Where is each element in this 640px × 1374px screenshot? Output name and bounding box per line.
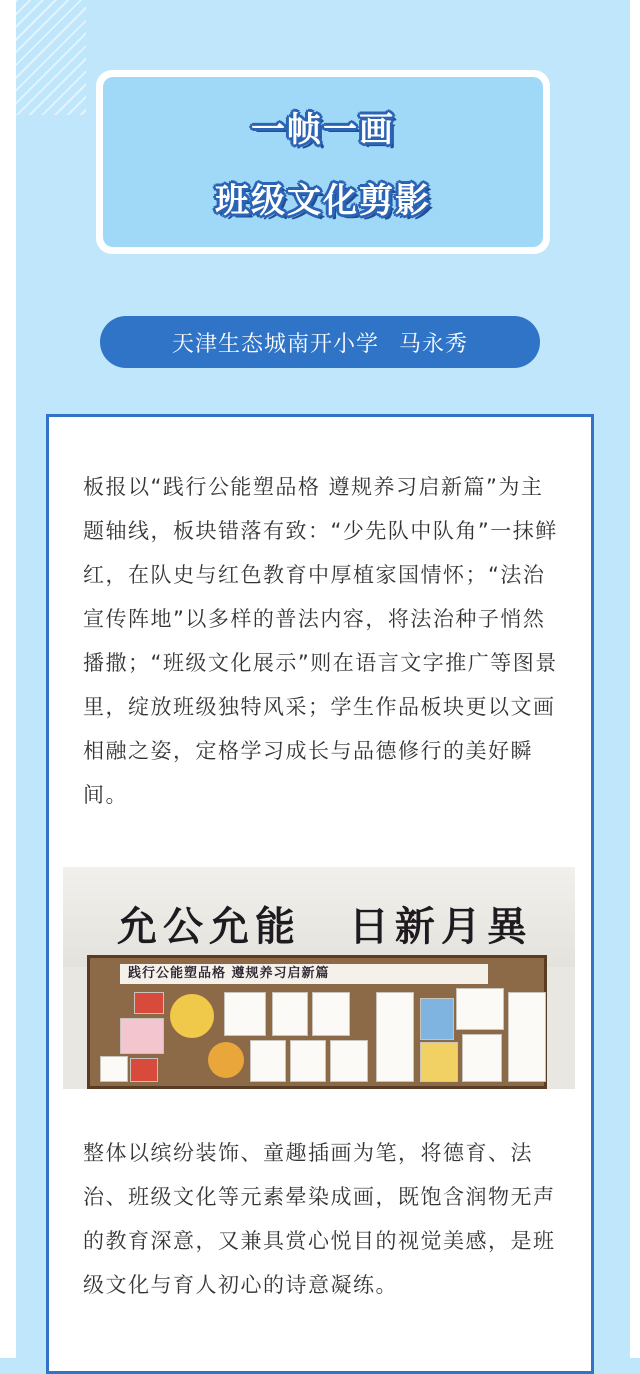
board-sheet [272,992,308,1036]
left-white-band [0,0,16,1358]
board-sheet [376,992,414,1082]
board-sheet [330,1040,368,1082]
board-sheet [120,1018,164,1054]
board-flag-sheet [134,992,164,1014]
right-white-band [630,0,640,1358]
title-line-1: 一帧一画 [251,110,395,150]
board-sheet [508,992,546,1082]
board-sheet [224,992,266,1036]
board-sheet [420,1042,458,1082]
title-card [96,70,550,254]
blackboard-photo [63,867,575,1089]
board-sheet [462,1034,502,1082]
diagonal-stripes-decoration [16,0,86,115]
board-sheet [250,1040,286,1082]
board-sheet [290,1040,326,1082]
paper-fan-decoration [170,994,214,1038]
board-sheet [420,998,454,1040]
board-sheet [312,992,350,1036]
paper-fan-decoration [208,1042,244,1078]
paragraph-summary: 整体以缤纷装饰、童趣插画为笔，将德育、法治、班级文化等元素晕染成画，既饱含润物无声的教育深意，又兼具赏心悦目的视觉美感，是班级文化与育人初心的诗意凝练。 [83,1141,556,1297]
article-content-box [46,414,594,1374]
title-panel [103,77,543,247]
author-pill: 天津生态城南开小学 马永秀 [100,316,540,368]
title-line-2: 班级文化剪影 [215,181,431,221]
photo-calligraphy: 允公允能 日新月異 [117,903,533,950]
board-sheet [100,1056,128,1082]
paragraph-intro: 板报以“践行公能塑品格 遵规养习启新篇”为主题轴线，板块错落有致：“少先队中队角”一抹鲜红，在队史与红色教育中厚植家国情怀；“法治宣传阵地”以多样的普法内容，将法治种子悄然播撒；“班级文化展示”则在语言文字推广等图景里，绽放班级独特风采；学生作品板块更以文画相融之姿，定格学习成长与品德修行的美好瞬间。 [83,475,558,807]
bulletin-board [87,955,547,1089]
board-sheet [456,988,504,1030]
board-header-banner: 践行公能塑品格 遵规养习启新篇 [120,964,488,984]
board-sheet [130,1058,158,1082]
